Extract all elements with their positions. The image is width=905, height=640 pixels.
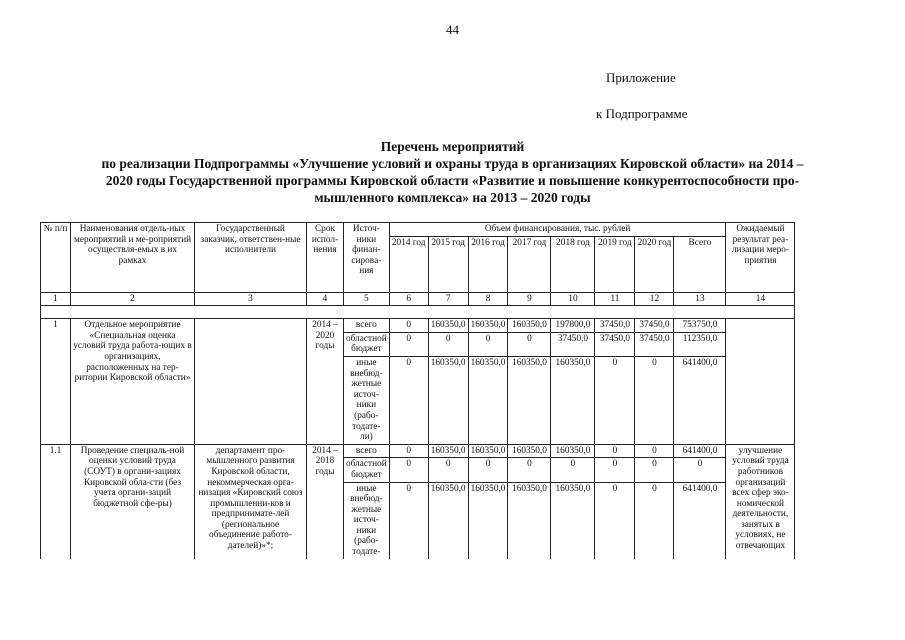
value-cell: 0 xyxy=(389,458,428,482)
header-year: 2018 год xyxy=(551,236,595,292)
value-cell: 160350,0 xyxy=(508,482,551,559)
value-cell: 37450,0 xyxy=(551,332,595,356)
row-customer xyxy=(195,319,307,445)
row-term: 2014 – 2018 годы xyxy=(307,444,344,558)
value-cell: 160350,0 xyxy=(468,482,508,559)
total-cell: 753750,0 xyxy=(674,319,726,333)
value-cell: 0 xyxy=(389,482,428,559)
value-cell: 160350,0 xyxy=(551,482,595,559)
header-year: 2020 год xyxy=(635,236,674,292)
spacer-row xyxy=(41,306,795,319)
header-funding: Объем финансирования, тыс. рублей xyxy=(389,223,726,237)
value-cell: 0 xyxy=(389,332,428,356)
row-customer: департамент про-мышленного развития Кировской области, некоммерческая орга-низация «Кировский союз промышленни-ков и предпринимате-лей (региональное объединение работо-дателей)»*; xyxy=(195,444,307,558)
value-cell: 0 xyxy=(635,482,674,559)
header-result: Ожидаемый результат реа-лизации меро-приятия xyxy=(726,223,795,293)
total-cell: 641400,0 xyxy=(674,482,726,559)
value-cell: 160350,0 xyxy=(551,444,595,458)
value-cell: 37450,0 xyxy=(635,332,674,356)
value-cell: 160350,0 xyxy=(508,319,551,333)
value-cell: 0 xyxy=(508,332,551,356)
row-name: Проведение специаль-ной оценки условий труда (СОУТ) в органи-зациях Кировской обла-сти (без учета органи-заций бюджетной сфе-ры) xyxy=(71,444,195,558)
header-year: 2019 год xyxy=(595,236,635,292)
value-cell: 0 xyxy=(428,458,468,482)
value-cell: 160350,0 xyxy=(428,356,468,444)
value-cell: 160350,0 xyxy=(551,356,595,444)
column-number: 2 xyxy=(71,292,195,306)
column-numbers-row xyxy=(41,292,795,306)
column-number: 13 xyxy=(674,292,726,306)
value-cell: 160350,0 xyxy=(468,319,508,333)
header-year: 2015 год xyxy=(428,236,468,292)
value-cell: 160350,0 xyxy=(508,356,551,444)
title-line-1: Перечень мероприятий xyxy=(380,139,525,154)
value-cell: 0 xyxy=(468,458,508,482)
total-cell: 0 xyxy=(674,458,726,482)
value-cell: 160350,0 xyxy=(428,319,468,333)
column-number: 4 xyxy=(307,292,344,306)
column-number: 11 xyxy=(595,292,635,306)
total-cell: 112350,0 xyxy=(674,332,726,356)
value-cell: 37450,0 xyxy=(635,319,674,333)
source-cell: иные внебюд-жетные источ-ники (рабо-тодате- xyxy=(344,482,390,559)
value-cell: 0 xyxy=(551,458,595,482)
row-result: улучшение условий труда работников организаций всех сфер эко-номической деятельности, занятых в условиях, не отвечающих xyxy=(726,444,795,558)
value-cell: 0 xyxy=(635,458,674,482)
activities-table xyxy=(40,222,795,559)
header-source: Источ-ники финан-сирова-ния xyxy=(344,223,390,293)
source-cell: всего xyxy=(344,319,390,333)
row-term: 2014 – 2020 годы xyxy=(307,319,344,445)
header-customer: Государственный заказчик, ответствен-ные исполнители xyxy=(195,223,307,293)
table-row xyxy=(41,319,795,445)
value-cell: 160350,0 xyxy=(508,444,551,458)
total-cell: 641400,0 xyxy=(674,444,726,458)
source-cell: иные внебюд-жетные источ-ники (рабо-тодате-ли) xyxy=(344,356,390,444)
value-cell: 0 xyxy=(508,458,551,482)
value-cell: 0 xyxy=(468,332,508,356)
value-cell: 0 xyxy=(389,444,428,458)
row-num: 1.1 xyxy=(41,444,71,558)
header-year: 2017 год xyxy=(508,236,551,292)
value-cell: 37450,0 xyxy=(595,319,635,333)
value-cell: 0 xyxy=(389,356,428,444)
row-name: Отдельное мероприятие «Специальная оценка условий труда работа-ющих в организациях, расположенных на тер-ритории Кировской области» xyxy=(71,319,195,445)
header-year: 2014 год xyxy=(389,236,428,292)
column-number: 14 xyxy=(726,292,795,306)
source-cell: областной бюджет xyxy=(344,332,390,356)
column-number: 1 xyxy=(41,292,71,306)
table-row xyxy=(41,444,795,558)
row-result xyxy=(726,319,795,445)
header-year: 2016 год xyxy=(468,236,508,292)
column-number: 7 xyxy=(428,292,468,306)
column-number: 10 xyxy=(551,292,595,306)
header-name: Наименования отдель-ных мероприятий и ме-роприятий осуществля-емых в их рамках xyxy=(71,223,195,293)
title-line-4: мышленного комплекса» на 2013 – 2020 годы xyxy=(314,190,591,205)
column-number: 6 xyxy=(389,292,428,306)
column-number: 12 xyxy=(635,292,674,306)
header-num: № п/п xyxy=(41,223,71,293)
title-line-3: 2020 годы Государственной программы Кировской области «Развитие и повышение конкурентоспособности про- xyxy=(105,173,800,188)
value-cell: 0 xyxy=(595,458,635,482)
value-cell: 0 xyxy=(595,482,635,559)
appendix-subprogram-label: к Подпрограмме xyxy=(596,106,688,121)
value-cell: 37450,0 xyxy=(595,332,635,356)
source-cell: всего xyxy=(344,444,390,458)
column-number: 9 xyxy=(508,292,551,306)
document-title xyxy=(40,138,865,206)
column-number: 8 xyxy=(468,292,508,306)
title-line-2: по реализации Подпрограммы «Улучшение условий и охраны труда в организациях Кировской области» на 2014 – xyxy=(101,156,804,171)
column-number: 5 xyxy=(344,292,390,306)
value-cell: 0 xyxy=(635,444,674,458)
header-total: Всего xyxy=(674,236,726,292)
value-cell: 197800,0 xyxy=(551,319,595,333)
page-number: 44 xyxy=(446,22,459,37)
total-cell: 641400,0 xyxy=(674,356,726,444)
appendix-label: Приложение xyxy=(606,70,676,85)
header-term: Срок испол-нения xyxy=(307,223,344,293)
source-cell: областной бюджет xyxy=(344,458,390,482)
value-cell: 0 xyxy=(389,319,428,333)
value-cell: 160350,0 xyxy=(468,356,508,444)
table-header xyxy=(41,223,795,319)
row-num: 1 xyxy=(41,319,71,445)
value-cell: 160350,0 xyxy=(468,444,508,458)
value-cell: 0 xyxy=(635,356,674,444)
value-cell: 160350,0 xyxy=(428,444,468,458)
column-number: 3 xyxy=(195,292,307,306)
value-cell: 160350,0 xyxy=(428,482,468,559)
value-cell: 0 xyxy=(595,356,635,444)
value-cell: 0 xyxy=(428,332,468,356)
value-cell: 0 xyxy=(595,444,635,458)
